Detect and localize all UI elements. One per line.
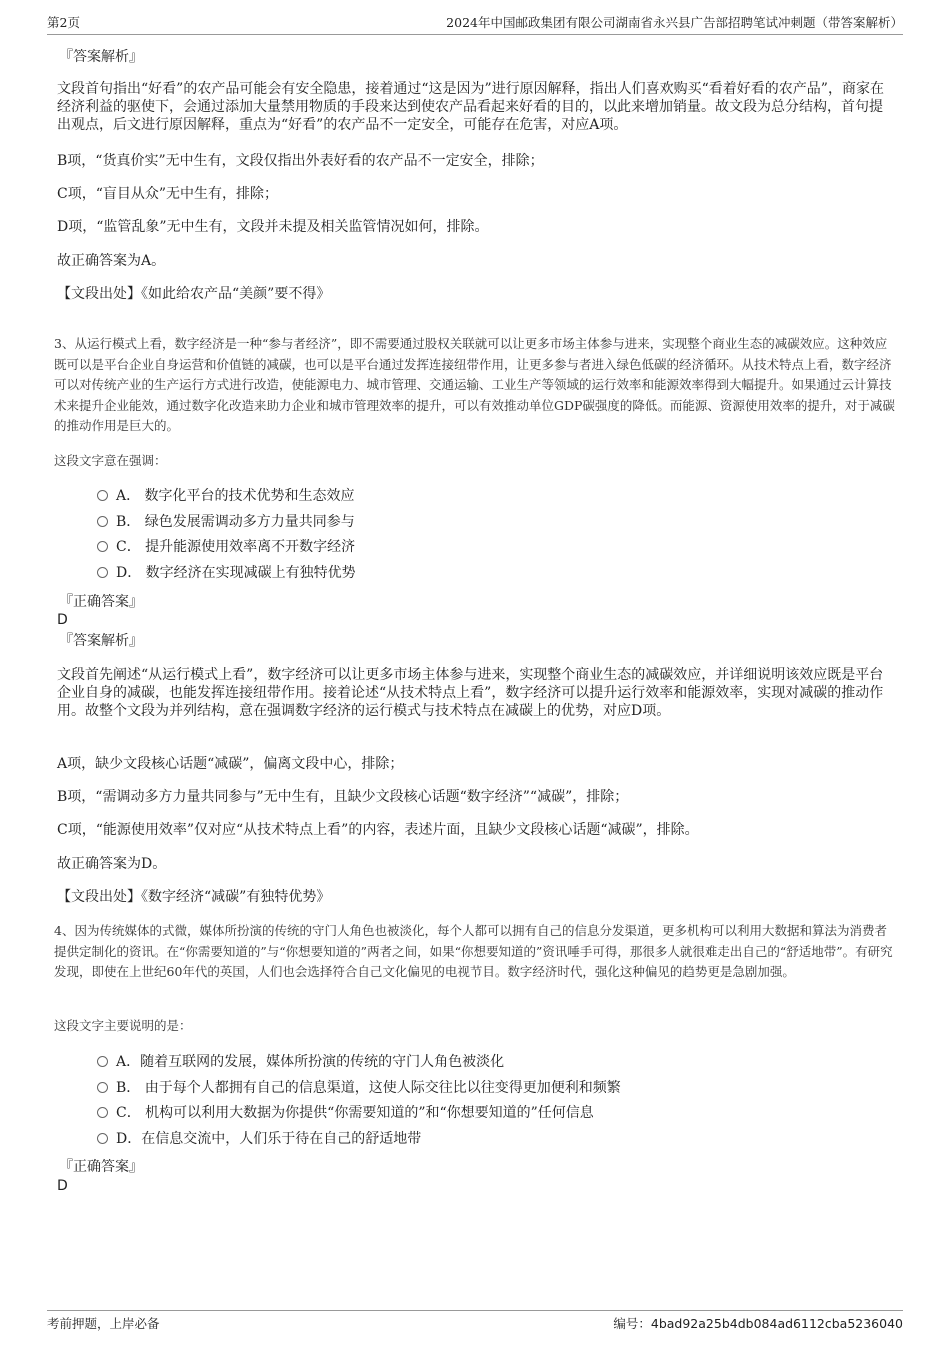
option-a-label: A． 数字化平台的技术优势和生态效应 (116, 488, 355, 504)
radio-icon[interactable] (97, 567, 108, 578)
answer-analysis-label: 『答案解析』 (59, 633, 143, 649)
answer-conclusion: 故正确答案为A。 (57, 253, 166, 269)
question-prompt: 这段文字意在强调： (54, 453, 167, 468)
document-title: 2024年中国邮政集团有限公司湖南省永兴县广告部招聘笔试冲刺题（带答案解析） (446, 15, 903, 30)
analysis-option-b: B项，“货真价实”无中生有，文段仅指出外表好看的农产品不一定安全，排除； (57, 153, 544, 169)
radio-icon[interactable] (97, 1082, 108, 1093)
passage-source: 【文段出处】《如此给农产品“美颜”要不得》 (57, 286, 331, 302)
correct-answer-label: 『正确答案』 (59, 1159, 143, 1175)
option-c-label: C． 提升能源使用效率离不开数字经济 (116, 539, 356, 555)
analysis-option-c: C项，“能源使用效率”仅对应“从技术特点上看”的内容，表述片面，且缺少文段核心话题“减碳”，排除。 (57, 822, 699, 838)
analysis-option-b: B项，“需调动多方力量共同参与”无中生有，且缺少文段核心话题“数字经济”“减碳”，排除； (57, 789, 629, 805)
analysis-option-d: D项，“监管乱象”无中生有，文段并未提及相关监管情况如何，排除。 (57, 219, 489, 235)
option-b-label: B． 绿色发展需调动多方力量共同参与 (116, 514, 355, 530)
option-c[interactable] (97, 1104, 594, 1122)
analysis-option-a: A项，缺少文段核心话题“减碳”，偏离文段中心，排除； (57, 756, 404, 772)
correct-answer: D (57, 1178, 68, 1194)
option-b-label: B． 由于每个人都拥有自己的信息渠道，这使人际交往比以往变得更加便利和频繁 (116, 1080, 621, 1096)
question-prompt: 这段文字主要说明的是： (54, 1018, 192, 1033)
radio-icon[interactable] (97, 1056, 108, 1067)
option-d[interactable] (97, 564, 356, 582)
radio-icon[interactable] (97, 516, 108, 527)
radio-icon[interactable] (97, 490, 108, 501)
analysis-option-c: C项，“盲目从众”无中生有，排除； (57, 186, 279, 202)
answer-conclusion: 故正确答案为D。 (57, 856, 167, 872)
radio-icon[interactable] (97, 1133, 108, 1144)
question-passage: 3、从运行模式上看，数字经济是一种“参与者经济”，即不需要通过股权关联就可以让更多市场主体参与进来，实现整个商业生态的减碳效应。这种效应既可以是平台企业自身运营和价值链的减碳，也可以是平台通过发挥连接纽带作用，让更多参与者进入绿色低碳的经济循环。从技术特点上看，数字经济可以对传统产业的生产运行方式进行改造，使能源电力、城市管理、交通运输、工业生产等领域的运行效率和能源效率得到大幅提升。如果通过云计算技术来提升企业能效，通过数字化改造来助力企业和城市管理效率的提升，可以有效推动单位GDP碳强度的降低。而能源、资源使用效率的提升，对于减碳的推动作用是巨大的。 (54, 336, 895, 433)
option-d[interactable] (97, 1130, 421, 1148)
option-c[interactable] (97, 538, 355, 556)
option-c-label: C． 机构可以利用大数据为你提供“你需要知道的”和“你想要知道的”任何信息 (116, 1105, 594, 1121)
answer-analysis-label: 『答案解析』 (59, 49, 143, 65)
option-b[interactable] (97, 1079, 621, 1097)
option-a[interactable] (97, 1053, 504, 1071)
page-footer (47, 1310, 903, 1339)
question-passage: 4、因为传统媒体的式微，媒体所扮演的传统的守门人角色也被淡化，每个人都可以拥有自己的信息分发渠道，更多机构可以利用大数据和算法为消费者提供定制化的资讯。在“你需要知道的”与“你想要知道的”两者之间，如果“你想要知道的”资讯唾手可得，那很多人就很难走出自己的“舒适地带”。有研究发现，即使在上世纪60年代的英国，人们也会选择符合自己文化偏见的电视节目。数字经济时代，强化这种偏见的趋势更是急剧加强。 (54, 923, 893, 979)
footer-slogan: 考前押题，上岸必备 (47, 1316, 160, 1331)
correct-answer: D (57, 612, 68, 628)
page-header (47, 14, 903, 35)
document-code: 编号：4bad92a25b4db084ad6112cba5236040 (613, 1316, 903, 1331)
correct-answer-label: 『正确答案』 (59, 594, 143, 610)
radio-icon[interactable] (97, 541, 108, 552)
page-number: 第2页 (47, 15, 80, 30)
analysis-paragraph: 文段首先阐述“从运行模式上看”，数字经济可以让更多市场主体参与进来，实现整个商业生态的减碳效应，并详细说明该效应既是平台企业自身的减碳，也能发挥连接纽带作用。接着论述“从技术特点上看”，数字经济可以提升运行效率和能源效率，实现对减碳的推动作用。故整个文段为并列结构，意在强调数字经济的运行模式与技术特点在减碳上的优势，对应D项。 (57, 667, 884, 719)
option-b[interactable] (97, 513, 355, 531)
option-a-label: A．随着互联网的发展，媒体所扮演的传统的守门人角色被淡化 (116, 1054, 505, 1070)
option-d-label: D．在信息交流中，人们乐于待在自己的舒适地带 (116, 1131, 422, 1147)
radio-icon[interactable] (97, 1107, 108, 1118)
analysis-paragraph: 文段首句指出“好看”的农产品可能会有安全隐患，接着通过“这是因为”进行原因解释，指出人们喜欢购买“看着好看的农产品”，商家在经济利益的驱使下，会通过添加大量禁用物质的手段来达到使农产品看起来好看的目的，以此来增加销量。故文段为总分结构，首句提出观点，后文进行原因解释，重点为“好看”的农产品不一定安全，可能存在危害，对应A项。 (57, 81, 884, 133)
passage-source: 【文段出处】《数字经济“减碳”有独特优势》 (57, 889, 331, 905)
option-d-label: D． 数字经济在实现减碳上有独特优势 (116, 565, 356, 581)
option-a[interactable] (97, 487, 355, 505)
